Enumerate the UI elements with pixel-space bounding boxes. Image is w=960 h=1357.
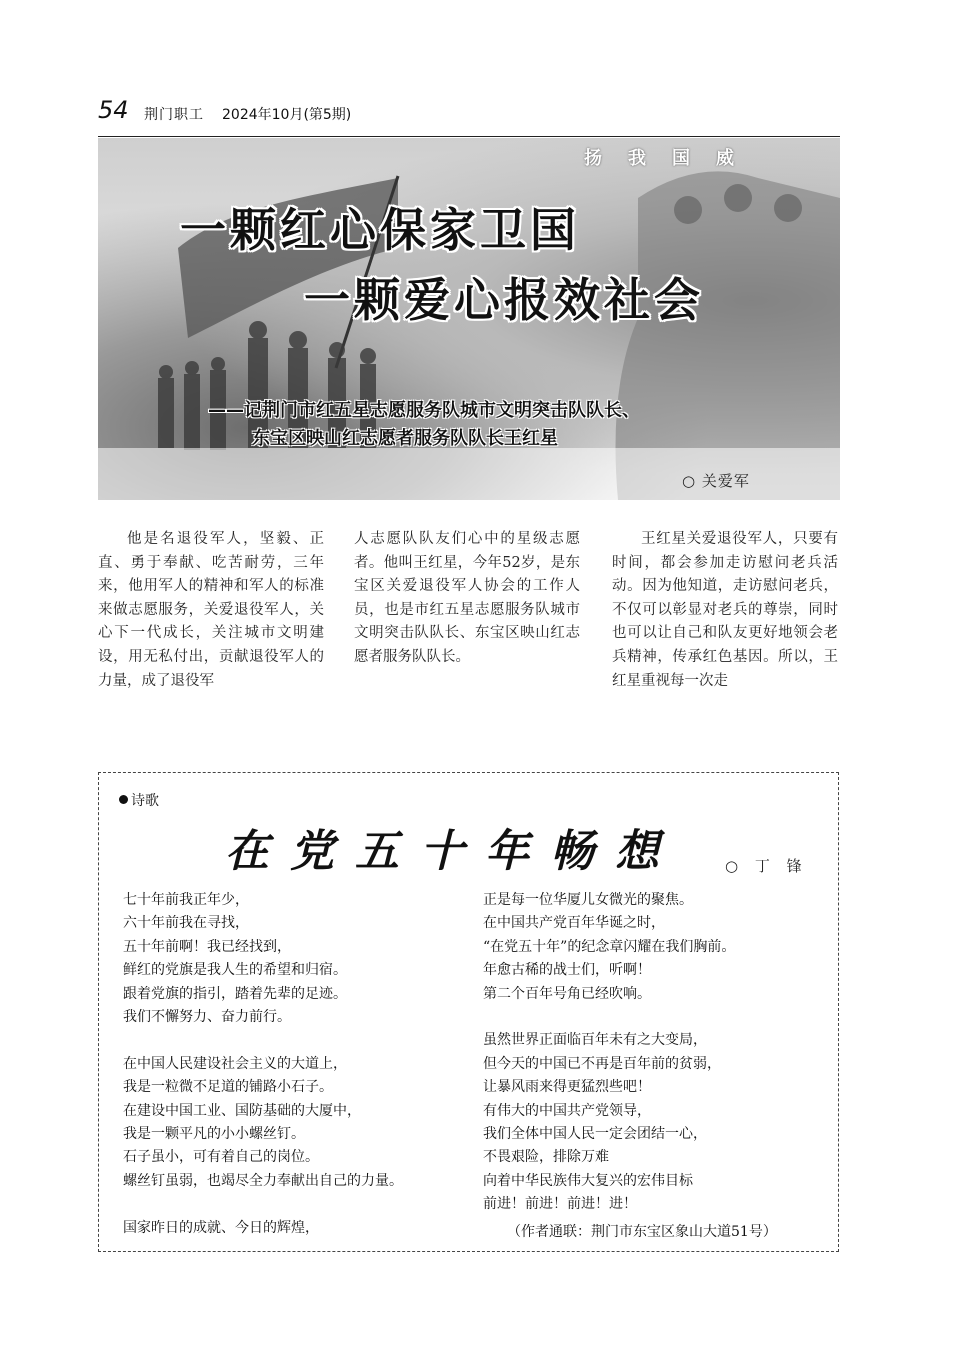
poem-line: 我们全体中国人民一定会团结一心， [483,1126,707,1143]
poem-line: 前进！前进！前进！进！ [483,1196,637,1213]
poem-line: 在中国人民建设社会主义的大道上， [123,1055,347,1072]
section-label [119,790,159,810]
article-author: ○ 关爱军 [682,472,750,490]
section-label-text: 诗歌 [131,793,159,809]
author-contact-note: （作者通联：荆门市东宝区象山大道51号） [507,1224,777,1240]
poem-line: 在建设中国工业、国防基础的大厦中， [123,1102,361,1119]
page-number: 54 [98,96,129,124]
poem-line: 正是每一位华厦儿女微光的聚焦。 [483,892,693,908]
poem-line: 但今天的中国已不再是百年前的贫弱， [483,1055,721,1072]
poem-title: 在党五十年畅想 [225,826,680,877]
magazine-name: 荆门职工 [144,107,204,123]
poem-line: 虽然世界正面临百年未有之大变局， [483,1032,707,1049]
poem-line: 第二个百年号角已经吹响。 [483,985,651,1002]
poem-line: 国家昨日的成就、今日的辉煌， [123,1219,319,1236]
title-line-2: 一颗爱心报效社会 [304,273,704,327]
poem-line: 五十年前啊！我已经找到， [123,938,291,955]
paragraph: 王红星关爱退役军人，只要有时间，都会参加走访慰问老兵活动。因为他知道，走访慰问老兵，不仅可以彰显对老兵的尊崇，同时也可以让自己和队友更好地领会老兵精神，传承红色基因。所以，王红星重视每一次走 [612,531,838,689]
running-head [98,96,840,137]
article-banner [98,138,840,500]
poem-line: 六十年前我在寻找， [123,915,249,932]
poem-line: 鲜红的党旗是我人生的希望和归宿。 [123,962,347,979]
poem-line: 跟着党旗的指引，踏着先辈的足迹。 [123,985,347,1002]
bullet-icon [119,795,128,804]
article-column-3 [612,528,838,693]
poem-line: 有伟大的中国共产党领导， [483,1102,651,1119]
paragraph: 他是名退役军人，坚毅、正直、勇于奉献、吃苦耐劳，三年来，他用军人的精神和军人的标准来做志愿服务，关爱退役军人，关心下一代成长，关注城市文明建设，用无私付出，贡献退役军人的力量，成了退役军 [98,531,324,689]
poem-line: 年愈古稀的战士们，听啊！ [483,962,651,979]
poem-line: 让暴风雨来得更猛烈些吧！ [483,1079,651,1096]
stanza-gap [123,1193,403,1216]
article-column-2 [354,528,580,670]
subtitle-line-1: ——记荆门市红五星志愿服务队城市文明突击队队长、 [208,400,640,421]
poem-line: 我是一颗平凡的小小螺丝钉。 [123,1126,305,1143]
poem-line: 七十年前我正年少， [123,892,249,908]
article-column-1 [98,528,324,693]
poem-line: 不畏艰险，排除万难 [483,1149,609,1166]
issue-date: 2024年10月(第5期) [222,107,352,123]
poem-left-column [123,889,403,1240]
banner-slogan: 扬我国威 [584,148,760,169]
subtitle-line-2: 东宝区映山红志愿者服务队队长王红星 [252,428,558,449]
poem-line: 石子虽小，可有着自己的岗位。 [123,1149,319,1166]
poem-right-column [483,889,735,1217]
poem-line: 向着中华民族伟大复兴的宏伟目标 [483,1172,693,1189]
poem-box [98,772,839,1252]
poem-line: “在党五十年”的纪念章闪耀在我们胸前。 [483,938,736,955]
poem-line: 在中国共产党百年华诞之时， [483,915,665,932]
poem-line: 我是一粒微不足道的铺路小石子。 [123,1079,333,1096]
title-line-1: 一颗红心保家卫国 [180,203,580,257]
paragraph: 人志愿队队友们心中的星级志愿者。他叫王红星，今年52岁，是东宝区关爱退役军人协会的工作人员，也是市红五星志愿服务队城市文明突击队队长、东宝区映山红志愿者服务队队长。 [354,531,580,665]
stanza-gap [483,1006,735,1029]
poem-line: 我们不懈努力、奋力前行。 [123,1009,291,1026]
poem-line: 螺丝钉虽弱，也竭尽全力奉献出自己的力量。 [123,1172,403,1189]
poem-author: ○ 丁 锋 [725,857,808,875]
stanza-gap [123,1029,403,1052]
